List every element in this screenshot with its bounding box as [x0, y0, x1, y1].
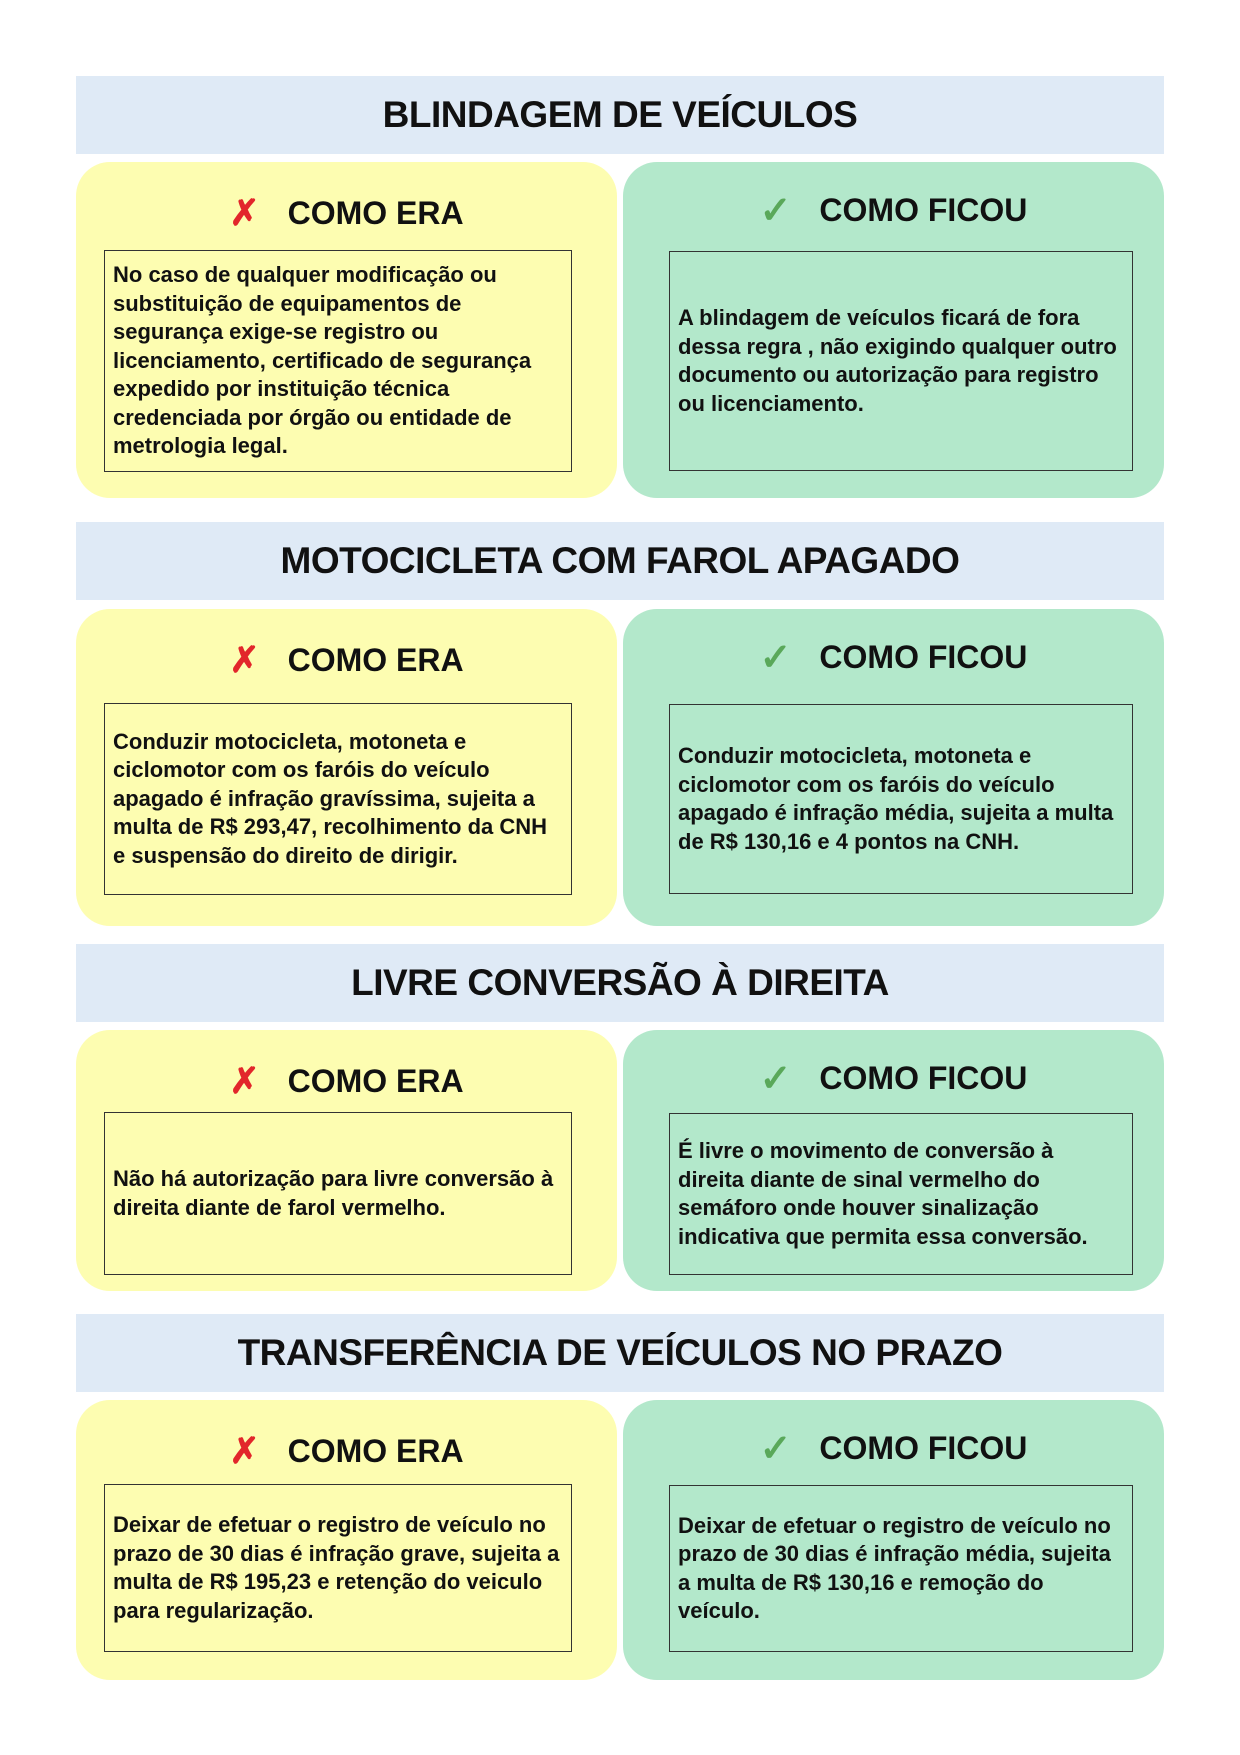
before-label: COMO ERA	[287, 641, 464, 678]
before-label: COMO ERA	[287, 1062, 464, 1099]
x-mark-icon: ✗	[229, 192, 260, 233]
after-label: COMO FICOU	[819, 1430, 1028, 1466]
check-mark-icon: ✓	[759, 637, 792, 679]
check-mark-icon: ✓	[759, 1058, 792, 1100]
x-mark-icon: ✗	[229, 1430, 260, 1471]
after-text: Deixar de efetuar o registro de veículo no prazo de 30 dias é infração média, sujeita a multa de R$ 130,16 e remoção do veículo.	[669, 1485, 1133, 1652]
before-card	[76, 609, 617, 926]
before-text: Conduzir motocicleta, motoneta e ciclomotor com os faróis do veículo apagado é infração gravíssima, sujeita a multa de R$ 293,47, recolhimento da CNH e suspensão do direito de dirigir.	[104, 703, 572, 895]
after-card	[623, 1030, 1164, 1291]
before-text: Deixar de efetuar o registro de veículo no prazo de 30 dias é infração grave, sujeita a multa de R$ 195,23 e retenção do veiculo para regularização.	[104, 1484, 572, 1652]
after-label: COMO FICOU	[819, 1060, 1028, 1096]
section-conversao	[76, 944, 1164, 1249]
after-label: COMO FICOU	[819, 192, 1028, 228]
section-blindagem	[76, 76, 1164, 459]
x-mark-icon: ✗	[229, 1060, 260, 1101]
check-mark-icon: ✓	[759, 190, 792, 232]
after-label: COMO FICOU	[819, 639, 1028, 675]
x-mark-icon: ✗	[229, 639, 260, 680]
before-label: COMO ERA	[287, 1432, 464, 1469]
after-card	[623, 1400, 1164, 1680]
section-title: LIVRE CONVERSÃO À DIREITA	[76, 944, 1164, 1022]
section-transferencia	[76, 1314, 1164, 1623]
section-title: TRANSFERÊNCIA DE VEÍCULOS NO PRAZO	[76, 1314, 1164, 1392]
after-text: É livre o movimento de conversão à direita diante de sinal vermelho do semáforo onde houver sinalização indicativa que permita essa conversão.	[669, 1113, 1133, 1275]
check-mark-icon: ✓	[759, 1428, 792, 1470]
before-card	[76, 162, 617, 498]
before-text: Não há autorização para livre conversão à direita diante de farol vermelho.	[104, 1112, 572, 1275]
after-card	[623, 162, 1164, 498]
section-farol	[76, 522, 1164, 868]
after-text: A blindagem de veículos ficará de fora dessa regra , não exigindo qualquer outro documento ou autorização para registro ou licenciamento.	[669, 251, 1133, 471]
before-text: No caso de qualquer modificação ou substituição de equipamentos de segurança exige-se registro ou licenciamento, certificado de segurança expedido por instituição técnica credenciada por órgão ou entidade de metrologia legal.	[104, 250, 572, 472]
section-title: BLINDAGEM DE VEÍCULOS	[76, 76, 1164, 154]
before-card	[76, 1400, 617, 1680]
after-card	[623, 609, 1164, 926]
section-title: MOTOCICLETA COM FAROL APAGADO	[76, 522, 1164, 600]
before-label: COMO ERA	[287, 194, 464, 231]
after-text: Conduzir motocicleta, motoneta e ciclomotor com os faróis do veículo apagado é infração média, sujeita a multa de R$ 130,16 e 4 pontos na CNH.	[669, 704, 1133, 894]
before-card	[76, 1030, 617, 1291]
